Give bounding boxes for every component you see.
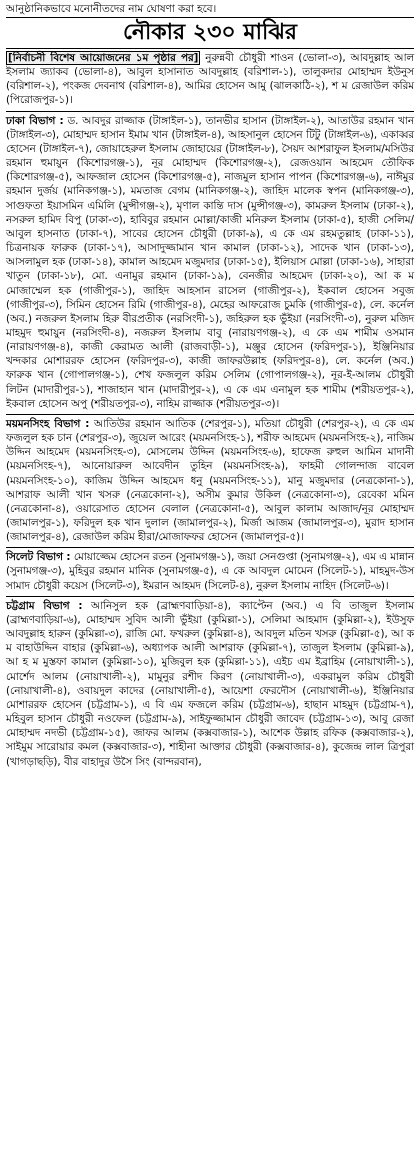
section-label: ঢাকা বিভাগ : — [6, 114, 64, 127]
section-text: আনিসুল হক (ব্রাহ্মণবাড়িয়া-৪), ক্যাপ্টেন (অব.) এ বি তাজুল ইসলাম (ব্রাহ্মণবাড়িয়া-৬), মোহাম্মদ সুবিদ আলী ভুঁইয়া (কুমিল্লা-১), সেলিমা আহমাদ (কুমিল্লা-২), ইউসুফ আবদুল্লাহ হারুন (কুমিল্লা-৩), রাজি মো. ফখরুল (কুমিল্লা-৪), আবদুল মতিন খসরু (কুমিল্লা-৫), আ ক ম বাহাউদ্দিন বাহার (কুমিল্লা-৬), অধ্যাপক আলী আশরাফ (কুমিল্লা-৭), তাজুল ইসলাম (কুমিল্লা-৯), আ হ ম মুস্তফা কামাল (কুমিল্লা-১০), মুজিবুল হক (কুমিল্লা-১১), এইচ এম ইব্রাহিম (নোয়াখালী-১), মোর্শেদ আলম (নোয়াখালী-২), মামুনুর রশীদ কিরণ (নোয়াখালী-৩), একরামুল করিম চৌধুরী (নোয়াখালী-৪), ওবায়দুল কাদের (নোয়াখালী-৫), আয়েশা ফেরদৌস (নোয়াখালী-৬), ইঞ্জিনিয়ার মোশাররফ হোসেন (চট্টগ্রাম-১), এ বি এম ফজলে করিম (চট্টগ্রাম-৬), হাছান মাহমুদ (চট্টগ্রাম-৭), মহিবুল হাসান চৌধুরী নওফেল (চট্টগ্রাম-৯), সাইফুজ্জামান চৌধুরী জাবেদ (চট্টগ্রাম-১৩), আবু রেজা মোহাম্মদ নদভী (চট্টগ্রাম-১৫), জাফর আলম (কক্সবাজার-১), আশেক উল্লাহ রফিক (কক্সবাজার-২), সাইমুম সারোয়ার কমল (কক্সবাজার-৩), শাহীনা আক্তার চৌধুরী (কক্সবাজার-৪), কুজেন্দ্র লাল ত্রিপুরা (খাগড়াছড়ি), বীর বাহাদুর উসৈ সিং (বান্দরবান), — [6, 599, 414, 768]
section-divider — [6, 596, 414, 597]
lead-paragraph — [6, 51, 414, 109]
section-label: সিলেট বিভাগ : — [6, 551, 71, 564]
lead-text: নুরুন্নবী চৌধুরী শাওন (ভোলা-৩), আবদুল্লাহ আল ইসলাম জ্যাকব (ভোলা-৪), আবুল হাসানাত আবদুল্লাহ (বরিশাল-১), তালুকদার মোহাম্মদ ইউনুস (বরিশাল-২), পংকজ দেবনাথ (বরিশাল-৪), আমির হোসেন আমু (ঝালকাঠি-২), শ ম রেজাউল করিম (পিরোজপুর-১)। — [6, 52, 415, 107]
section-mymensingh — [6, 417, 414, 545]
section-label: চট্টগ্রাম বিভাগ : — [6, 599, 83, 612]
intro-line: আনুষ্ঠানিকভাবে মনোনীতদের নাম ঘোষণা করা হবে। — [6, 3, 217, 15]
section-chattogram — [6, 599, 414, 770]
section-divider — [6, 111, 414, 112]
section-text: ড. আবদুর রাজ্জাক (টাঙ্গাইল-১), তানভীর হাসান (টাঙ্গাইল-২), আতাউর রহমান খান (টাঙ্গাইল-৩), মোহাম্মদ হাসান ইমাম খান (টাঙ্গাইল-৪), আহসানুল হোসেন টিটু (টাঙ্গাইল-৬), একাব্বর হোসেন (টাঙ্গাইল-৭), জোয়াহেরুল ইসলাম জোহায়ের (টাঙ্গাইল-৮), সৈয়দ আশরাফুল ইসলাম/মসিউর রহমান হুমায়ুন (কিশোরগঞ্জ-১), নূর মোহাম্মদ (কিশোরগঞ্জ-২), রেজওয়ান আহমেদ তৌফিক (কিশোরগঞ্জ-৫), আফজাল হোসেন (কিশোরগঞ্জ-৫), নাজমুল হাসান পাপন (কিশোরগঞ্জ-৬), নাঈমুর রহমান দুর্জয় (মানিকগঞ্জ-১), মমতাজ বেগম (মানিকগঞ্জ-২), জাহিদ মালেক স্বপন (মানিকগঞ্জ-৩), সাগুফতা ইয়াসমিন এমিলি (মুন্সীগঞ্জ-২), মৃণাল কান্তি দাস (মুন্সীগঞ্জ-৩), কামরুল ইসলাম (ঢাকা-২), নসরুল হামিদ বিপু (ঢাকা-৩), হাবিবুর রহমান মোল্লা/কাজী মনিরুল ইসলাম (ঢাকা-৫), হাজী সেলিম/আবুল হাসনাত (ঢাকা-৭), সাবের হোসেন চৌধুরী (ঢাকা-৯), এ কে এম রহমতুল্লাহ (ঢাকা-১১), চিত্রনায়ক ফারুক (ঢাকা-১৭), আসাদুজ্জামান খান কামাল (ঢাকা-১২), সাদেক খান (ঢাকা-১৩), আসলামুল হক (ঢাকা-১৪), কামাল আহমেদ মজুমদার (ঢাকা-১৫), ইলিয়াস মোল্লা (ঢাকা-১৬), সাহারা খাতুন (ঢাকা-১৮), মো. এনামুর রহমান (ঢাকা-১৯), বেনজীর আহমেদ (ঢাকা-২০), আ ক ম মোজাম্মেল হক (গাজীপুর-১), জাহিদ আহসান রাসেল (গাজীপুর-২), ইকবাল হোসেন সবুজ (গাজীপুর-৩), সিমিন হোসেন রিমি (গাজীপুর-৪), মেহের আফরোজ চুমকি (গাজীপুর-৫), লে. কর্নেল (অব.) নজরুল ইসলাম হিরু বীরপ্রতীক (নরসিংদী-১), জহিরুল হক ভুঁইয়া (নরসিংদী-৩), নুরুল মজিদ মাহমুদ হুমায়ুন (নরসিংদী-৪), নজরুল ইসলাম বাবু (নারায়ণগঞ্জ-২), এ কে এম শামীম ওসমান (নারায়ণগঞ্জ-৪), কাজী কেরামত আলী (রাজবাড়ী-১), মঞ্জুর হোসেন (ফরিদপুর-১), ইঞ্জিনিয়ার খন্দকার মোশাররফ হোসেন (ফরিদপুর-৩), কাজী জাফরউল্লাহ (ফরিদপুর-৪), লে. কর্নেল (অব.) ফারুক খান (গোপালগঞ্জ-১), শেখ ফজলুল করিম সেলিম (গোপালগঞ্জ-২), নূর-ই-আলম চৌধুরী লিটন (মাদারীপুর-১), শাজাহান খান (মাদারীপুর-২), এ কে এম এনামুল হক শামীম (শরীয়তপুর-২), ইকবাল হোসেন অপু (শরীয়তপুর-৩), নাহিম রাজ্জাক (শরীয়তপুর-৩)। — [6, 114, 414, 410]
section-sylhet — [6, 550, 414, 593]
section-label: ময়মনসিংহ বিভাগ : — [6, 417, 90, 430]
section-dhaka — [6, 114, 414, 412]
section-divider — [6, 547, 414, 548]
section-divider — [6, 414, 414, 415]
section-text: আতিউর রহমান আতিক (শেরপুর-১), মতিয়া চৌধুরী (শেরপুর-২), এ কে এম ফজলুল হক চান (শেরপুর-৩), জুয়েল আরেং (ময়মনসিংহ-১), শরীফ আহমেদ (ময়মনসিংহ-২), নাজিম উদ্দিন আহমেদ (ময়মনসিংহ-৩), মোসলেম উদ্দিন (ময়মনসিংহ-৬), হাফেজ রুহুল আমিন মাদানী (ময়মনসিংহ-৭), আনোয়ারুল আবেদীন তুহিন (ময়মনসিংহ-৯), ফাহমী গোলন্দাজ বাবেল (ময়মনসিংহ-১০), কাজিম উদ্দিন আহমেদ ধনু (ময়মনসিংহ-১১), মানু মজুমদার (নেত্রকোনা-১), আশরাফ আলী খান খসরু (নেত্রকোনা-২), অসীম কুমার উকিল (নেত্রকোনা-৩), রেবেকা মমিন (নেত্রকোনা-৪), ওয়ারেসাত হোসেন বেলাল (নেত্রকোনা-৫), আবুল কালাম আজাদ/নূর মোহাম্মদ (জামালপুর-১), ফরিদুল হক খান দুলাল (জামালপুর-২), মির্জা আজম (জামালপুর-৩), মুরাদ হাসান (জামালপুর-৪), রেজাউল করিম হীরা/মোজাফফর হোসেন (জামালপুর-৫)। — [6, 417, 415, 544]
section-text: মোয়াজ্জেম হোসেন রতন (সুনামগঞ্জ-১), জয়া সেনগুপ্তা (সুনামগঞ্জ-২), এম এ মান্নান (সুনামগঞ্জ-৩), মুহিবুর রহমান মানিক (সুনামগঞ্জ-৫), এ কে আবদুল মোমেন (সিলেট-১), মাহমুদ-উস সামাদ চৌধুরী কয়েস (সিলেট-৩), ইমরান আহমদ (সিলেট-৪), নুরুল ইসলাম নাহিদ (সিলেট-৬)। — [6, 551, 415, 592]
headline: নৌকার ২৩০ মাঝির — [6, 17, 414, 49]
continued-tag: [নির্বাচনী বিশেষ আয়োজনের ১ম পৃষ্ঠার পর] — [8, 52, 199, 64]
